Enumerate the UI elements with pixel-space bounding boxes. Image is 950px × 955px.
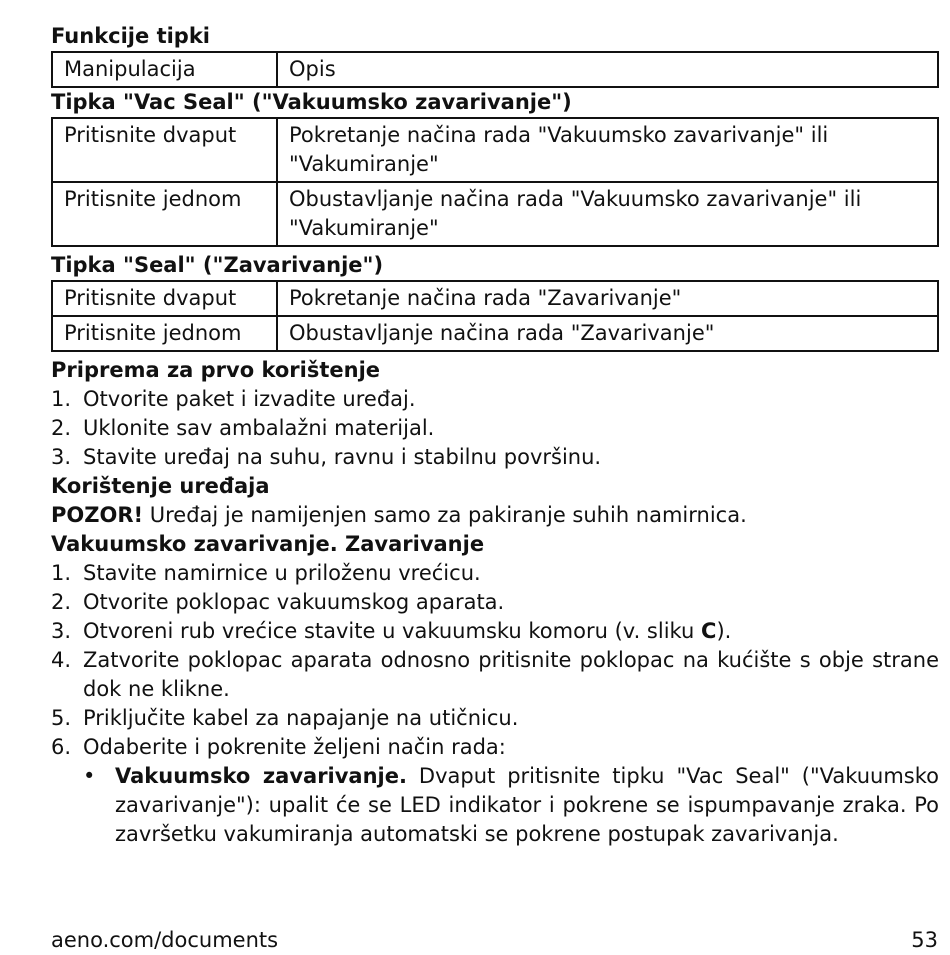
table-row [52, 182, 938, 246]
warning-paragraph [51, 501, 939, 530]
section-heading-vac-seal-key: Tipka "Vac Seal" ("Vakuumsko zavarivanje") [51, 90, 572, 114]
seal-table [51, 280, 939, 352]
list-item [51, 646, 939, 704]
preparation-steps [51, 385, 939, 472]
bullet-text: Dvaput pritisnite tipku "Vac Seal" ("Vakuumsko zavarivanje"): upalit će se LED indikator i pokrene se ispumpavanje zraka. Po završetku vakumiranja automatski se pokrene postupak zavarivanja. [115, 764, 940, 846]
table-cell: Obustavljanje načina rada "Vakuumsko zavarivanje" ili "Vakumiranje" [277, 182, 938, 246]
list-number: 3. [51, 445, 72, 469]
list-text: Zatvorite poklopac aparata odnosno pritisnite poklopac na kućište s obje strane dok ne klikne. [83, 648, 939, 701]
list-text-part: ). [716, 619, 732, 643]
list-item [51, 559, 939, 588]
table-header-cell: Manipulacija [52, 52, 277, 87]
bullet-icon: • [83, 764, 96, 788]
footer-url: aeno.com/documents [51, 928, 279, 952]
list-number: 2. [51, 590, 72, 614]
table-cell: Obustavljanje načina rada "Zavarivanje" [277, 316, 938, 351]
list-number: 1. [51, 387, 72, 411]
table-cell: Pokretanje načina rada "Vakuumsko zavarivanje" ili "Vakumiranje" [277, 118, 938, 182]
list-number: 2. [51, 416, 72, 440]
section-heading-usage: Korištenje uređaja [51, 474, 270, 498]
mode-bullet-list [51, 762, 939, 849]
list-text: Uklonite sav ambalažni materijal. [83, 416, 435, 440]
warning-text: Uređaj je namijenjen samo za pakiranje suhih namirnica. [143, 503, 747, 527]
section-heading-seal-key: Tipka "Seal" ("Zavarivanje") [51, 253, 384, 277]
table-row [52, 118, 938, 182]
table-cell: Pritisnite dvaput [52, 281, 277, 316]
table-row [52, 316, 938, 351]
bullet-bold-lead: Vakuumsko zavarivanje. [115, 764, 407, 788]
list-number: 3. [51, 619, 72, 643]
list-text: Otvorite paket i izvadite uređaj. [83, 387, 416, 411]
list-text: Odaberite i pokrenite željeni način rada: [83, 735, 506, 759]
page-number: 53 [911, 928, 938, 952]
table-cell: Pokretanje načina rada "Zavarivanje" [277, 281, 938, 316]
list-text: Stavite namirnice u priloženu vrećicu. [83, 561, 481, 585]
list-number: 5. [51, 706, 72, 730]
table-cell: Pritisnite dvaput [52, 118, 277, 182]
list-item [51, 733, 939, 762]
figure-reference: C [701, 619, 717, 643]
table-row [52, 281, 938, 316]
table-cell: Pritisnite jednom [52, 316, 277, 351]
list-text: Priključite kabel za napajanje na utičnicu. [83, 706, 519, 730]
document-page [51, 22, 939, 849]
list-number: 6. [51, 735, 72, 759]
list-item [51, 704, 939, 733]
table-header-cell: Opis [277, 52, 938, 87]
list-text [115, 762, 939, 849]
key-functions-header-table [51, 51, 939, 88]
table-cell: Pritisnite jednom [52, 182, 277, 246]
list-item [51, 588, 939, 617]
list-number: 4. [51, 648, 72, 672]
list-text [83, 617, 939, 646]
section-heading-vacuum-sealing: Vakuumsko zavarivanje. Zavarivanje [51, 532, 485, 556]
list-number: 1. [51, 561, 72, 585]
section-heading-key-functions: Funkcije tipki [51, 24, 210, 48]
vacuum-sealing-steps [51, 559, 939, 762]
list-text: Stavite uređaj na suhu, ravnu i stabilnu površinu. [83, 445, 602, 469]
list-item [51, 443, 939, 472]
list-item [51, 617, 939, 646]
list-item [51, 762, 939, 849]
list-text: Otvorite poklopac vakuumskog aparata. [83, 590, 505, 614]
list-item [51, 414, 939, 443]
list-item [51, 385, 939, 414]
table-row [52, 52, 938, 87]
list-text-part: Otvoreni rub vrećice stavite u vakuumsku komoru (v. sliku [83, 619, 702, 643]
section-heading-preparation: Priprema za prvo korištenje [51, 358, 381, 382]
vac-seal-table [51, 117, 939, 247]
warning-label: POZOR! [51, 503, 144, 527]
